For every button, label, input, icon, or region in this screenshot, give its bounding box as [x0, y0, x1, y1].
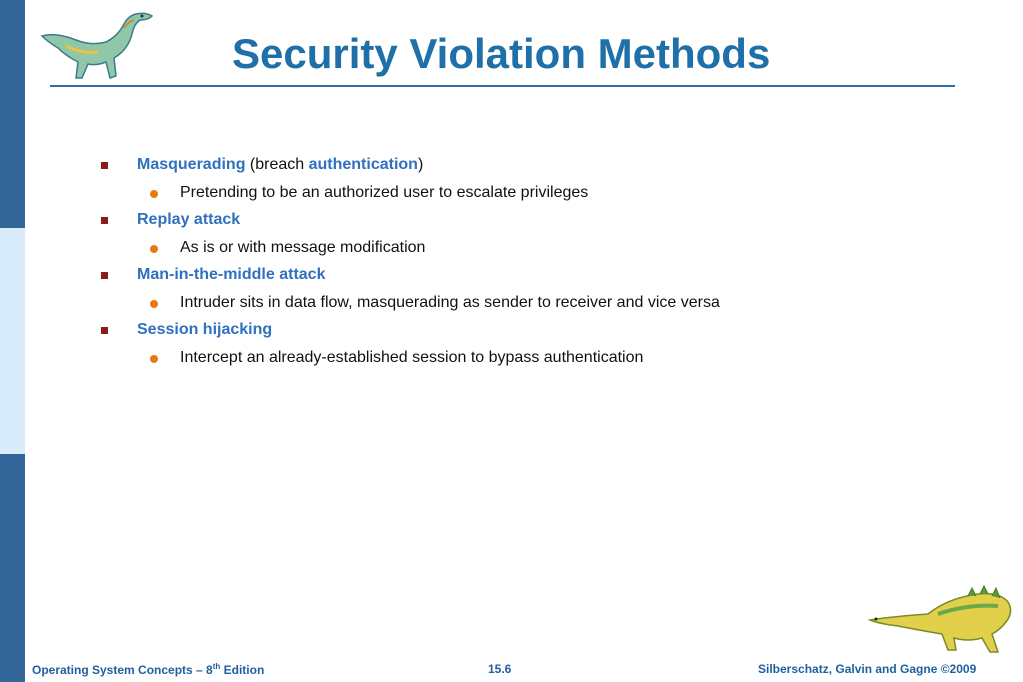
dinosaur-icon — [868, 584, 1018, 656]
item-label: Replay attack — [137, 211, 241, 228]
item-label: Masquerading — [137, 156, 246, 173]
item-label: Session hijacking — [137, 321, 273, 338]
item-paren-highlight: authentication — [308, 156, 418, 173]
title-divider — [50, 85, 955, 87]
dot-bullet-icon — [150, 300, 158, 308]
sub-item: Pretending to be an authorized user to escalate privileges — [180, 184, 589, 201]
list-item — [137, 266, 325, 284]
sidebar-segment-top — [0, 0, 25, 228]
footer-book-title — [32, 662, 264, 677]
item-paren-suffix: ) — [417, 156, 424, 173]
sidebar-segment-bottom — [0, 454, 25, 682]
footer-book-suffix: Edition — [220, 663, 265, 677]
footer-copyright: Silberschatz, Galvin and Gagne ©2009 — [758, 662, 977, 676]
square-bullet-icon — [101, 162, 108, 169]
dot-bullet-icon — [150, 355, 158, 363]
list-item — [137, 156, 423, 174]
square-bullet-icon — [101, 272, 108, 279]
footer-book-sup: th — [212, 662, 221, 671]
list-item — [137, 321, 272, 339]
dot-bullet-icon — [150, 190, 158, 198]
dinosaur-icon — [36, 6, 156, 84]
left-sidebar — [0, 0, 25, 682]
sub-item: Intruder sits in data flow, masquerading as sender to receiver and vice versa — [180, 294, 720, 311]
item-label: Man-in-the-middle attack — [137, 266, 326, 283]
list-item — [137, 211, 240, 229]
item-paren-prefix: (breach — [245, 156, 309, 173]
footer-page-number: 15.6 — [488, 662, 512, 676]
square-bullet-icon — [101, 327, 108, 334]
square-bullet-icon — [101, 217, 108, 224]
dot-bullet-icon — [150, 245, 158, 253]
page-title: Security Violation Methods — [232, 30, 771, 77]
sub-item: As is or with message modification — [180, 239, 426, 256]
footer-book-prefix: Operating System Concepts – 8 — [32, 663, 213, 677]
sidebar-segment-middle — [0, 228, 25, 454]
sub-item: Intercept an already-established session to bypass authentication — [180, 349, 644, 366]
